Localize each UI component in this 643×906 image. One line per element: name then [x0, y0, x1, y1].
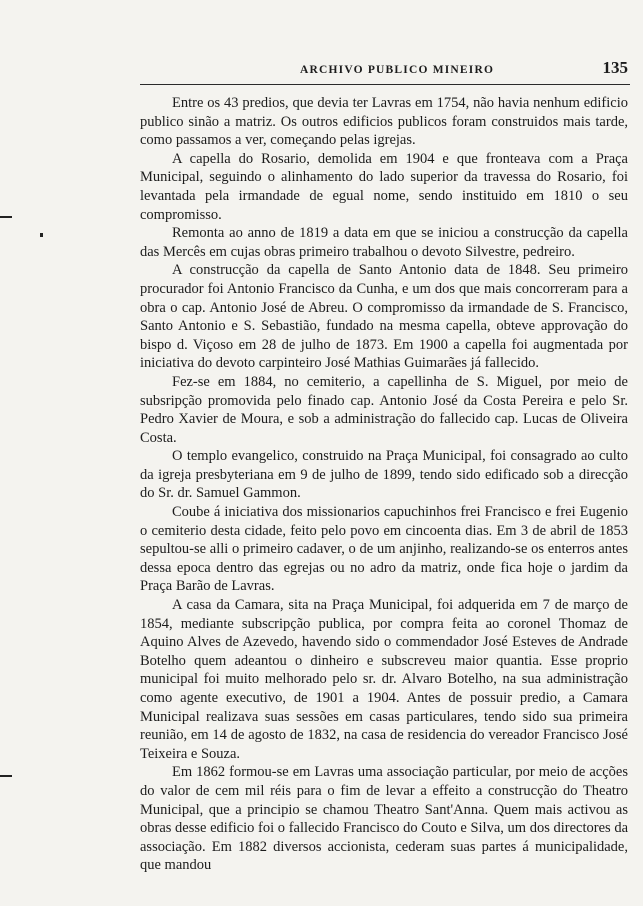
margin-mark [0, 216, 12, 218]
paragraph: A casa da Camara, sita na Praça Municipal, foi adquerida em 7 de março de 1854, mediante subscripção publica, por compra feita ao coronel Thomaz de Aquino Alves de Azevedo, havendo sido o commendador José Esteves de Andrade Botelho quem adeantou o dinheiro e subscreveu maior quantia. Esse proprio municipal foi muito melhorado pelo sr. dr. Alvaro Botelho, na sua administração como agente executivo, de 1901 a 1904. Antes de possuir predio, a Camara Municipal realizava suas sessões em casas particulares, tendo sido sua primeira reunião, em 14 de agosto de 1832, na casa de residencia do vereador Francisco José Teixeira e Souza. [140, 597, 628, 762]
paragraph: A construcção da capella de Santo Antonio data de 1848. Seu primeiro procurador foi Antonio Francisco da Cunha, e um dos que mais concorreram para a obra o cap. Antonio José de Abreu. O compromisso da irmandade de S. Francisco, Santo Antonio e S. Sebastião, fundado na mesma capella, obteve approvação do bispo d. Viçoso em 28 de julho de 1873. Em 1900 a capella foi augmentada por iniciativa do devoto carpinteiro José Mathias Guimarães já fallecido. [140, 262, 628, 372]
paragraph: Entre os 43 predios, que devia ter Lavras em 1754, não havia nenhum edificio publico sinão a matriz. Os outros edificios publicos foram construidos mais tarde, como passamos a ver, começando pelas igrejas. [140, 95, 628, 149]
margin-mark [0, 775, 12, 777]
page-header [140, 56, 628, 82]
paragraph: Coube á iniciativa dos missionarios capuchinhos frei Francisco e frei Eugenio o cemiterio desta cidade, feito pelo povo em cincoenta dias. Em 3 de abril de 1853 sepultou-se alli o primeiro cadaver, o de um anjinho, realizando-se os enterros antes dessa epoca dentro das egrejas ou no adro da matriz, onde fica hoje o jardim da Praça Barão de Lavras. [140, 504, 628, 595]
paragraph: Fez-se em 1884, no cemiterio, a capellinha de S. Miguel, por meio de subsripção promovida pelo finado cap. Antonio José da Costa Pereira e pelo Sr. Pedro Xavier de Moura, e sob a administração do fallecido cap. Lucas de Oliveira Costa. [140, 373, 628, 446]
page-number: 135 [602, 58, 628, 77]
margin-tick [40, 233, 43, 237]
running-title: ARCHIVO PUBLICO MINEIRO [300, 64, 495, 76]
paragraph: A capella do Rosario, demolida em 1904 e que fronteava com a Praça Municipal, seguindo o alinhamento do lado superior da travessa do Rosario, foi levantada pela irmandade de egual nome, sendo instituido em 1810 o seu compromisso. [140, 150, 628, 223]
header-rule [140, 84, 630, 85]
body-text [140, 94, 628, 875]
paragraph: Remonta ao anno de 1819 a data em que se iniciou a construcção da capella das Mercês em cujas obras primeiro trabalhou o devoto Silvestre, pedreiro. [140, 225, 628, 260]
paragraph: O templo evangelico, construido na Praça Municipal, foi consagrado ao culto da igreja presbyteriana em 9 de julho de 1899, tendo sido edificado sob a direcção do Sr. dr. Samuel Gammon. [140, 448, 628, 502]
paragraph: Em 1862 formou-se em Lavras uma associação particular, por meio de acções do valor de cem mil réis para o fim de levar a effeito a construcção do Theatro Municipal, que a principio se chamou Theatro Sant'Anna. Quem mais activou as obras desse edificio foi o fallecido Francisco do Couto e Silva, um dos directores da associação. Em 1882 diversos accionista, cederam suas partes á municipalidade, que mandou [140, 764, 628, 874]
